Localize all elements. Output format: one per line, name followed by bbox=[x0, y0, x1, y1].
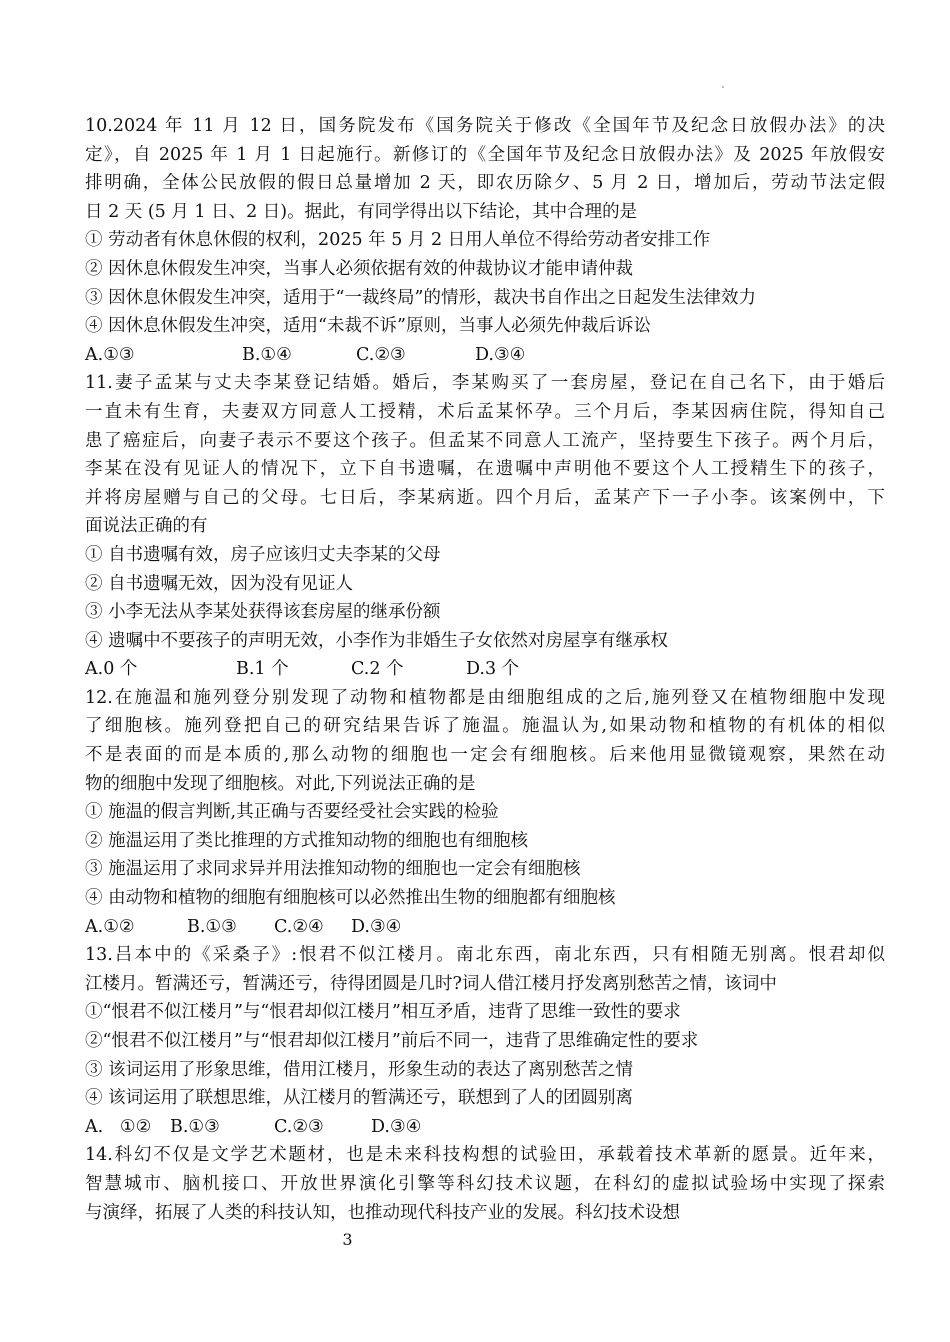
answer-options bbox=[85, 913, 885, 942]
option-b: B.1 个 bbox=[236, 659, 289, 680]
statement-item: ③ 施温运用了求同求异并用法推知动物的细胞也一定会有细胞核 bbox=[85, 859, 581, 880]
answer-options bbox=[85, 655, 885, 684]
question-stem-line: 一直未有生育，夫妻双方同意人工授精，术后孟某怀孕。三个月后，李某因病住院，得知自己 bbox=[85, 401, 885, 422]
option-a: A.0 个 bbox=[85, 659, 138, 680]
question-stem-line: 并将房屋赠与自己的父母。七日后，李某病逝。四个月后，孟某产下一子小李。该案例中，下 bbox=[85, 487, 885, 508]
statement-item: ①“恨君不似江楼月”与“恨君却似江楼月”相互矛盾，违背了思维一致性的要求 bbox=[85, 1002, 681, 1023]
question-stem-line: 物的细胞中发现了细胞核。对此,下列说法正确的是 bbox=[85, 773, 476, 794]
question-14 bbox=[85, 1141, 885, 1227]
question-11 bbox=[85, 369, 885, 684]
question-stem-line: 与演绎，拓展了人类的科技认知，也推动现代科技产业的发展。科幻技术设想 bbox=[85, 1202, 680, 1223]
statement-item: ② 因休息休假发生冲突，当事人必须依据有效的仲裁协议才能申请仲裁 bbox=[85, 258, 634, 279]
option-a: A.①② bbox=[85, 916, 135, 937]
option-d: D.③④ bbox=[351, 916, 402, 937]
question-13 bbox=[85, 941, 885, 1141]
question-stem-line: 11.妻子孟某与丈夫李某登记结婚。婚后，李某购买了一套房屋，登记在自己名下，由于婚后 bbox=[85, 373, 885, 394]
statement-item: ④ 遗嘱中不要孩子的声明无效，小李作为非婚生子女依然对房屋享有继承权 bbox=[85, 630, 669, 651]
question-12 bbox=[85, 684, 885, 941]
question-stem-line: 12.在施温和施列登分别发现了动物和植物都是由细胞组成的之后,施列登又在植物细胞中发现 bbox=[85, 687, 885, 708]
answer-options bbox=[85, 341, 885, 370]
statement-item: ② 自书遗嘱无效，因为没有见证人 bbox=[85, 573, 354, 594]
question-stem-line: 不是表面的而是本质的,那么动物的细胞也一定会有细胞核。后来他用显微镜观察，果然在动 bbox=[85, 745, 885, 766]
option-b: B.①③ bbox=[170, 1116, 220, 1137]
question-stem-line: 10.2024 年 11 月 12 日，国务院发布《国务院关于修改《全国年节及纪念日放假办法》的决 bbox=[85, 116, 885, 136]
option-b: B.①③ bbox=[187, 916, 237, 937]
question-stem-line: 14.科幻不仅是文学艺术题材，也是未来科技构想的试验田，承载着技术革新的愿景。近年来， bbox=[85, 1145, 885, 1166]
option-c: C.②④ bbox=[274, 916, 324, 937]
statement-item: ③ 因休息休假发生冲突，适用于“一裁终局”的情形，裁决书自作出之日起发生法律效力 bbox=[85, 287, 756, 308]
question-stem-line: 定》，自 2025 年 1 月 1 日起施行。新修订的《全国年节及纪念日放假办法》及 2025 年放假安 bbox=[85, 144, 885, 165]
option-a: A. ①② bbox=[85, 1116, 152, 1137]
question-stem-line: 李某在没有见证人的情况下，立下自书遗嘱，在遗嘱中声明他不要这个人工授精生下的孩子， bbox=[85, 459, 885, 480]
option-a: A.①③ bbox=[85, 344, 135, 365]
statement-item: ① 劳动者有休息休假的权利，2025 年 5 月 2 日用人单位不得给劳动者安排工作 bbox=[85, 230, 711, 251]
option-c: C.2 个 bbox=[351, 659, 404, 680]
option-d: D.③④ bbox=[475, 344, 526, 365]
answer-options bbox=[85, 1113, 885, 1142]
question-stem-line: 智慧城市、脑机接口、开放世界演化引擎等科幻技术议题，在科幻的虚拟试验场中实现了探索 bbox=[85, 1173, 885, 1194]
question-stem-line: 江楼月。暂满还亏，暂满还亏，待得团圆是几时?词人借江楼月抒发离别愁苦之情，该词中 bbox=[85, 973, 777, 994]
question-10 bbox=[85, 112, 885, 369]
option-b: B.①④ bbox=[242, 344, 292, 365]
statement-item: ③ 小李无法从李某处获得该套房屋的继承份额 bbox=[85, 602, 441, 623]
scan-speck bbox=[722, 86, 724, 88]
question-stem-line: 日 2 天 (5 月 1 日、2 日)。据此，有同学得出以下结论，其中合理的是 bbox=[85, 201, 638, 222]
statement-item: ②“恨君不似江楼月”与“恨君却似江楼月”前后不同一，违背了思维确定性的要求 bbox=[85, 1031, 699, 1051]
statement-item: ④ 由动物和植物的细胞有细胞核可以必然推出生物的细胞都有细胞核 bbox=[85, 888, 616, 909]
question-stem-line: 13.吕本中的《采桑子》:恨君不似江楼月。南北东西，南北东西，只有相随无别离。恨君却似 bbox=[85, 945, 885, 966]
question-stem-line: 患了癌症后，向妻子表示不要这个孩子。但孟某不同意人工流产，坚持要生下孩子。两个月后， bbox=[85, 430, 885, 451]
statement-item: ① 施温的假言判断,其正确与否要经受社会实践的检验 bbox=[85, 802, 499, 823]
exam-page bbox=[85, 112, 885, 1227]
statement-item: ① 自书遗嘱有效，房子应该归丈夫李某的父母 bbox=[85, 544, 441, 565]
question-stem-line: 面说法正确的有 bbox=[85, 516, 208, 537]
statement-item: ④ 该词运用了联想思维，从江楼月的暂满还亏，联想到了人的团圆别离 bbox=[85, 1088, 634, 1109]
option-c: C.②③ bbox=[274, 1116, 324, 1137]
question-stem-line: 了细胞核。施列登把自己的研究结果告诉了施温。施温认为,如果动物和植物的有机体的相似 bbox=[85, 716, 885, 737]
option-d: D.③④ bbox=[371, 1116, 422, 1137]
page-number: 3 bbox=[342, 1230, 353, 1249]
statement-item: ② 施温运用了类比推理的方式推知动物的细胞也有细胞核 bbox=[85, 830, 529, 851]
statement-item: ③ 该词运用了形象思维，借用江楼月，形象生动的表达了离别愁苦之情 bbox=[85, 1059, 634, 1080]
option-d: D.3 个 bbox=[466, 659, 520, 680]
question-stem-line: 排明确，全体公民放假的假日总量增加 2 天，即农历除夕、5 月 2 日，增加后，劳动节法定假 bbox=[85, 173, 885, 194]
statement-item: ④ 因休息休假发生冲突，适用“未裁不诉”原则，当事人必须先仲裁后诉讼 bbox=[85, 316, 651, 337]
option-c: C.②③ bbox=[356, 344, 406, 365]
